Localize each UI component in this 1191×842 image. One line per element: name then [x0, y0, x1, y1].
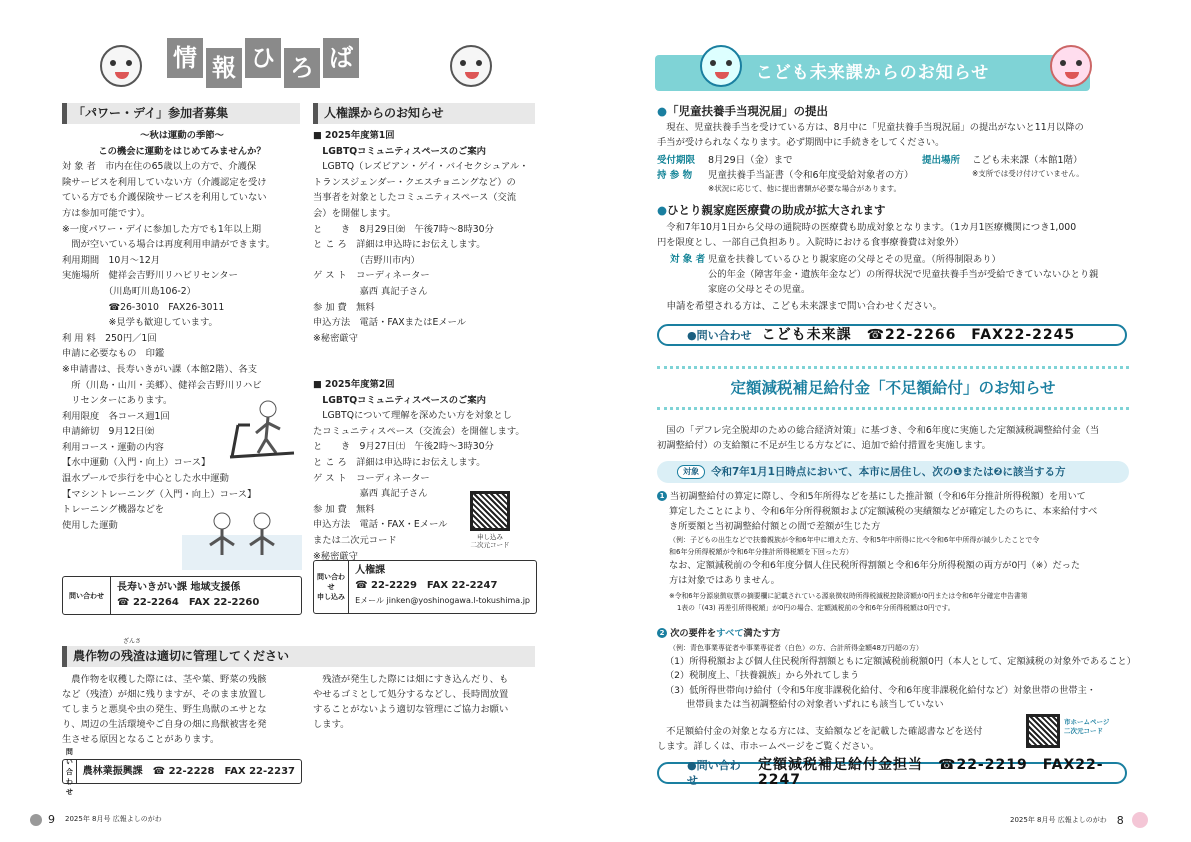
zansa-line: 生させる原因となることがあります。	[62, 734, 220, 745]
power-day-line: 利用コース・運動の内容	[62, 441, 164, 453]
kodomo-s2-v	[708, 252, 1098, 297]
number-1-icon: 1	[657, 491, 667, 501]
kodomo-k1: 受付期限	[657, 155, 696, 166]
c2-title-b: すべて	[716, 628, 744, 639]
kodomo-line: 現在、児童扶養手当を受けている方は、8月中に「児童扶養手当現況届」の提出がないと11月以降の	[657, 122, 1084, 133]
power-day-line: 申請締切 9月12日㈮	[62, 426, 155, 438]
genzei-line: 不足額給付金の対象となる方には、支給額などを記載した確認書などを送付	[657, 726, 983, 737]
jinken-line: ■ 2025年度第2回	[313, 379, 395, 390]
kodomo-v1: 8月29日（金）まで	[708, 155, 793, 166]
kodomo-line: 手当が受けられなくなります。必ず期間中に手続きをしてください。	[657, 137, 945, 148]
power-day-line: 間が空いている場合は再度利用申請ができます。	[62, 239, 276, 251]
mascot-left-icon	[100, 45, 142, 87]
number-2-icon: 2	[657, 628, 667, 638]
genzei-qr-caption: 市ホームページ 二次元コード	[1064, 718, 1110, 735]
c2-title-c: 満たす方	[743, 628, 781, 639]
zansa-ruby: ざんさ	[123, 638, 142, 645]
jinken-line: LGBTQ（レズビアン・ゲイ・バイセクシュアル・	[313, 161, 529, 173]
contact-text: 定額減税補足給付金担当 ☎22-2219 FAX22-2247	[758, 757, 1104, 788]
power-day-line: 温水プールで歩行を中心とした水中運動	[62, 473, 229, 485]
genzei-line: （2）税制度上、「扶養親族」から外れてしまう	[665, 670, 860, 681]
genzei-c2-title	[657, 627, 1132, 642]
genzei-line: ※令和6年分源泉徴収票の摘要欄に記載されている源泉徴収時所得税減税控除済額が0円または令和6年分確定申告書第	[669, 592, 1028, 600]
jinken-line: LGBTQについて理解を深めたい方を対象とし	[313, 410, 512, 422]
genzei-line: 世帯員または当初調整給付の対象者いずれにも該当していない	[665, 699, 944, 710]
kodomo-v2: こども未来課（本館1階）	[972, 155, 1083, 166]
zansa-line: り、周辺の生活環境やご自身の畑に鳥獣被害を発	[62, 719, 267, 730]
kodomo-s2-body	[657, 220, 1132, 250]
kodomo-line: 児童を扶養しているひとり親家庭の父母とその児童。（所得制限あり）	[708, 254, 1001, 265]
zansa-col2	[313, 672, 539, 732]
genzei-line: 方は対象ではありません。	[669, 575, 780, 586]
jinken-line: （吉野川市内）	[313, 254, 420, 266]
power-day-body	[62, 128, 302, 533]
power-day-line: ※見学も歓迎しています。	[62, 317, 218, 329]
c2-title-a: 次の要件を	[670, 628, 717, 639]
jinken-line: ※秘密厳守	[313, 332, 358, 344]
genzei-line: なお、定額減税前の令和6年度分個人住民税所得割額と令和6年分所得税額の両方が0円（※）だった	[669, 560, 1081, 571]
jinken-line: 当事者を対象としたコミュニティスペース（交流	[313, 192, 517, 204]
contact-tel: ☎ 22-2264 FAX 22-2260	[117, 597, 260, 608]
power-day-line: ☎26-3010 FAX26-3011	[62, 301, 225, 313]
target-tag: 対象	[677, 465, 705, 479]
jinken-line: たコミュニティスペース（交流会）を開催します。	[313, 425, 525, 437]
jinken-line: と こ ろ 詳細は申込時にお伝えします。	[313, 456, 486, 468]
kodomo-banner-text: こども未来課からのお知らせ	[755, 63, 990, 83]
zansa-line: 農作物を収穫した際には、茎や葉、野菜の残骸	[62, 674, 267, 685]
mascot-right-icon	[450, 45, 492, 87]
kodomo-k2: 提出場所	[922, 155, 961, 166]
contact-text: 農林業振興課 ☎ 22-2228 FAX 22-2237	[82, 766, 295, 777]
jinken-contact	[313, 560, 537, 614]
jinken-title: 人権課からのお知らせ	[313, 103, 535, 124]
contact-label: ●問い合わせ	[687, 328, 752, 342]
power-day-line: 対 象 者 市内在住の65歳以上の方で、介護保	[62, 161, 257, 173]
zansa-title-text: 農作物の残渣は適切に管理してください	[73, 649, 290, 663]
power-day-line: リセンターにあります。	[62, 395, 173, 407]
genzei-line-text: 当初調整給付の算定に際し、令和5年所得などを基にした推計額（令和6年分推計所得税額）を用いて	[669, 491, 1086, 502]
power-day-line: 申請に必要なもの 印鑑	[62, 348, 165, 360]
power-day-line: ※申請書は、長寿いきがい課（本館2階）、各支	[62, 363, 257, 375]
kodomo-line: 令和7年10月1日から父母の通院時の医療費も助成対象となります。（1カ月1医療機関につき1,000	[657, 222, 1077, 233]
zansa-line: することがないよう適切な管理にご協力お願い	[313, 704, 509, 715]
kana-4: ろ	[284, 48, 320, 88]
genzei-line: 算定したことにより、令和6年分所得税額および定額減税の実績額などが確定したのちに、本来給付すべ	[669, 506, 1098, 517]
kodomo-s2-title-text: ひとり親家庭医療費の助成が拡大されます	[667, 203, 886, 217]
kana-3: ひ	[245, 38, 281, 78]
jinken-line: トランスジェンダー・クエスチョニングなど）の	[313, 176, 516, 188]
kodomo-s2-k: 対 象 者	[670, 254, 706, 265]
kodomo-v2b: ※支所では受け付けていません。	[972, 169, 1084, 178]
kana-5: ば	[323, 38, 359, 78]
kodomo-line: 円を限度とし、一部自己負担あり。入院時における食事療養費は対象外）	[657, 237, 964, 248]
power-day-line: トレーニング機器などを	[62, 504, 165, 516]
genzei-intro	[657, 423, 1132, 453]
genzei-line: （1）所得税額および個人住民税所得割額ともに定額減税前税額0円（本人として、定額減税の対象外であること）	[665, 655, 1136, 667]
footer-leaf-icon	[30, 814, 42, 826]
contact-label: 問い合わせ	[63, 760, 77, 783]
kodomo-mascot-right-icon	[1050, 45, 1092, 87]
jinken-line: ゲ ス ト コーディネーター	[313, 270, 430, 282]
page-number-right: 8	[1116, 813, 1124, 827]
power-day-line: （川島町川島106-2）	[62, 285, 196, 297]
kodomo-s1-body	[657, 120, 1132, 150]
jinken-line: と き 9月27日㈯ 午後2時〜3時30分	[313, 441, 494, 453]
power-day-line: 【マシントレーニング（入門・向上）コース】	[62, 488, 257, 500]
kodomo-line: 家庭の父母とその児童。	[708, 284, 811, 295]
footer-left	[30, 812, 162, 827]
genzei-title	[657, 366, 1129, 410]
jinken-line: 嘉西 真記子さん	[313, 488, 428, 500]
jinken-line: と こ ろ 詳細は申込時にお伝えします。	[313, 239, 486, 251]
power-day-line: 【水中運動（入門・向上）コース】	[62, 457, 211, 469]
zansa-line: 残渣が発生した際には畑にすき込んだり、も	[313, 674, 509, 685]
genzei-end	[657, 724, 1017, 754]
zansa-col1	[62, 672, 292, 747]
genzei-line	[657, 489, 1132, 504]
genzei-title-text: 定額減税補足給付金「不足額給付」のお知らせ	[730, 379, 1056, 397]
jinken-line: ※秘密厳守	[313, 550, 358, 562]
footer-mascot-icon	[1132, 812, 1148, 828]
power-day-line: 実施場所 健祥会吉野川リハビリセンター	[62, 270, 238, 282]
power-day-line: 方は参加可能です）。	[62, 207, 151, 219]
genzei-c2	[657, 627, 1136, 713]
kodomo-s1-title: ●「児童扶養手当現況届」の提出	[657, 104, 829, 118]
jinken-qr-code[interactable]	[470, 491, 510, 531]
genzei-line: します。詳しくは、市ホームページをご覧ください。	[657, 741, 880, 752]
zansa-line: します。	[313, 719, 350, 730]
power-day-line: 利用期間 10月〜12月	[62, 254, 161, 266]
contact-name: 人権課	[355, 565, 386, 576]
jinken-line: LGBTQコミュニティスペースのご案内	[313, 394, 486, 406]
treadmill-illustration	[222, 395, 302, 465]
genzei-contact	[657, 757, 1127, 788]
zansa-line: てしまうと悪臭や虫の発生、野生鳥獣のエサとな	[62, 704, 267, 715]
genzei-line: き所要額と当初調整給付額との間で差額が生じた方	[669, 521, 881, 532]
footer-right	[1010, 812, 1148, 828]
target-text: 令和7年1月1日時点において、本市に居住し、次の❶または❷に該当する方	[711, 465, 1066, 478]
contact-label: 問い合わせ	[63, 577, 111, 614]
kodomo-s2-title: ●ひとり親家庭医療費の助成が拡大されます	[657, 203, 886, 217]
genzei-line: （例：子どもの出生などで扶養親族が令和6年中に増えた方、令和5年中所得に比べ令和6年中所得が減少したことで令	[669, 536, 1040, 544]
genzei-line: （例：青色事業専従者や事業専従者（白色）の方、合計所得金額48万円超の方）	[669, 643, 923, 652]
power-day-line: 使用した運動	[62, 519, 118, 531]
kodomo-line: 公的年金（障害年金・遺族年金など）の所得状況で児童扶養手当が受給できていないひとり親	[708, 269, 1099, 280]
power-day-line: ※一度パワー・デイに参加した方でも1年以上期	[62, 223, 261, 235]
power-day-line: 利用限度 各コース週1回	[62, 410, 170, 422]
power-day-line: 険サービスを利用していない方（介護認定を受け	[62, 176, 267, 188]
genzei-line: （3）低所得世帯向け給付（令和5年度非課税化給付、令和6年度非課税化給付など）対象世帯の世帯主・	[665, 684, 1096, 696]
zansa-line: やせるゴミとして処分するなどし、長時間放置	[313, 689, 509, 700]
genzei-qr-code[interactable]	[1026, 714, 1060, 748]
zansa-line: など（残渣）が畑に残りますが、そのまま放置し	[62, 689, 267, 700]
kodomo-v3: 児童扶養手当証書（令和6年度受給対象者の方）	[708, 170, 914, 181]
jinken-line: 会）を開催します。	[313, 207, 396, 219]
pool-illustration	[182, 505, 302, 570]
kodomo-contact	[657, 324, 1127, 346]
genzei-target	[657, 461, 1129, 483]
genzei-line: 国の「デフレ完全脱却のための総合経済対策」に基づき、令和6年度に実施した定額減税調整給付金（当	[657, 425, 1100, 436]
jinken-line: 参 加 費 無料	[313, 301, 375, 313]
power-day-line: 〜秋は運動の季節〜	[140, 130, 224, 141]
footer-right-text: 2025年 8月号 広報よしのがわ	[1010, 815, 1107, 824]
jinken-line: 嘉西 真記子さん	[313, 285, 428, 297]
contact-mail: Eメール jinken@yoshinogawa.l-tokushima.jp	[355, 596, 530, 605]
jinken-line: と き 8月29日㈮ 午後7時〜8時30分	[313, 223, 494, 235]
power-day-line: 利 用 料 250円／1回	[62, 332, 157, 344]
kana-2: 報	[206, 48, 242, 88]
jinken-line: ゲ ス ト コーディネーター	[313, 472, 430, 484]
header-kana	[167, 38, 362, 88]
kodomo-s1-title-text: 「児童扶養手当現況届」の提出	[667, 104, 829, 118]
kodomo-v3b: ※状況に応じて、他に提出書類が必要な場合があります。	[708, 184, 902, 193]
contact-label: ●問い合わせ	[687, 759, 741, 787]
footer-left-text: 2025年 8月号 広報よしのがわ	[65, 815, 162, 823]
contact-label: 問い合わせ 申し込み	[314, 561, 349, 613]
kodomo-mascot-left-icon	[700, 45, 742, 87]
genzei-line: 初調整給付）の支給額に不足が生じる方などに、追加で給付措置を実施します。	[657, 440, 991, 451]
contact-text: こども未来課 ☎22-2266 FAX22-2245	[761, 326, 1076, 343]
power-day-line: 所（川島・山川・美郷）、健祥会吉野川リハビ	[62, 379, 262, 391]
zansa-title	[62, 646, 535, 667]
genzei-c1	[657, 489, 1132, 614]
contact-tel: ☎ 22-2229 FAX 22-2247	[355, 580, 498, 591]
kodomo-s2-end: 申請を希望される方は、こども未来課まで問い合わせください。	[657, 301, 943, 312]
jinken-qr-caption: 申し込み 二次元コード	[470, 533, 510, 549]
contact-name: 長寿いきがい課 地域支援係	[117, 582, 241, 593]
genzei-line: 1表の「(43) 再差引所得税額」が0円の場合、定額減税前の令和6年分所得税額は0円です。	[677, 604, 955, 612]
jinken-body-1	[313, 128, 539, 346]
jinken-line: 申込方法 電話・FAX・Eメール	[313, 519, 448, 531]
jinken-line: または二次元コード	[313, 534, 397, 546]
power-day-title: 「パワー・デイ」参加者募集	[62, 103, 300, 124]
page-number-left: 9	[48, 813, 55, 826]
jinken-line: 申込方法 電話・FAXまたはEメール	[313, 317, 467, 329]
power-day-contact	[62, 576, 302, 615]
genzei-line: 和6年分所得税額が令和6年分推計所得税額を下回った方）	[669, 548, 853, 556]
kodomo-k3: 持 参 物	[657, 170, 693, 181]
power-day-line: ている方でも介護保険サービスを利用していない	[62, 192, 267, 204]
kana-1: 情	[167, 38, 203, 78]
jinken-line: 参 加 費 無料	[313, 503, 375, 515]
power-day-line: この機会に運動をはじめてみませんか？	[98, 145, 266, 157]
zansa-contact	[62, 747, 302, 796]
jinken-line: ■ 2025年度第1回	[313, 130, 395, 141]
jinken-line: LGBTQコミュニティスペースのご案内	[313, 145, 486, 157]
